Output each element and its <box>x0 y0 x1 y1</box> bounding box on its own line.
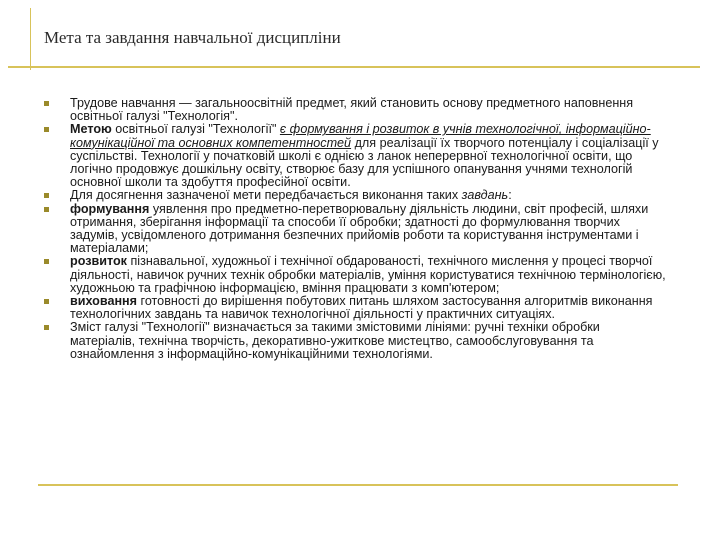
bullet-lead-word: Метою <box>70 122 112 137</box>
title-underline <box>8 66 700 68</box>
square-bullet-icon <box>44 259 49 264</box>
bottom-rule <box>38 484 678 486</box>
frame-vertical-line <box>30 8 31 70</box>
bullet-lead-word: розвиток <box>70 254 127 269</box>
square-bullet-icon <box>44 325 49 330</box>
bullet-emphasis: завдань <box>461 188 509 203</box>
bullet-lead-word: формування <box>70 201 150 216</box>
bullet-item-formation <box>40 203 666 256</box>
bullet-item-goal <box>40 123 666 189</box>
bullet-text: готовності до вирішення побутових питань шляхом застосування алгоритмів виконання технологічних завдань та навичок технологічної діяльності у практичних ситуаціях. <box>70 294 653 322</box>
square-bullet-icon <box>44 207 49 212</box>
square-bullet-icon <box>44 127 49 132</box>
square-bullet-icon <box>44 101 49 106</box>
bullet-item-content <box>40 321 666 361</box>
bullet-item-subject <box>40 97 666 123</box>
bullet-text-part: для реалізації їх творчого потенціалу і соціалізації у суспільстві. Технології у початковій школі є однією з ланок неперервної технологічної освіти, що логічно продовжує дошкільну освіту, створює базу для успішного опанування учнями технологій основної школи та здобуття професійної освіти. <box>70 135 659 190</box>
bullet-text-part: : <box>508 188 512 203</box>
square-bullet-icon <box>44 299 49 304</box>
bullet-item-development <box>40 255 666 295</box>
bullet-list <box>40 97 666 361</box>
bullet-text: Трудове навчання — загальноосвітній предмет, який становить основу предметного наповнення освітньої галузі "Технологія". <box>70 96 634 124</box>
bullet-text: уявлення про предметно-перетворювальну діяльність людини, світ професій, шляхи отримання, зберігання інформації та способи її обробки; здатності до формулювання творчих задумів, усвідомленого дотримання безпечних прийомів роботи та користування інструментами і матеріалами; <box>70 201 649 256</box>
bullet-text: Зміст галузі "Технології" визначається за такими змістовими лініями: ручні техніки обробки матеріалів, технічна творчість, декоративно-ужиткове мистецтво, самообслуговування та ознайомлення з інформаційно-комунікаційними технологіями. <box>70 320 600 361</box>
bullet-emphasis: є формування і розвиток в учнів технологічної, інформаційно-комунікаційної та основних компетентностей <box>70 122 651 150</box>
slide-title: Мета та завдання навчальної дисципліни <box>44 28 341 47</box>
bullet-text-part: Для досягнення зазначеної мети передбачається виконання таких <box>70 188 462 203</box>
bullet-text: пізнавальної, художньої і технічної обдарованості, технічного мислення у процесі творчої діяльності, навичок ручних технік обробки матеріалів, уміння користуватися технічною термінологією, художньою та графічною інформацією, вміння працювати з комп'ютером; <box>70 254 666 295</box>
bullet-item-upbringing <box>40 295 666 321</box>
bullet-lead-word: виховання <box>70 294 138 309</box>
square-bullet-icon <box>44 193 49 198</box>
bullet-text-part: освітньої галузі "Технології" <box>111 122 280 137</box>
